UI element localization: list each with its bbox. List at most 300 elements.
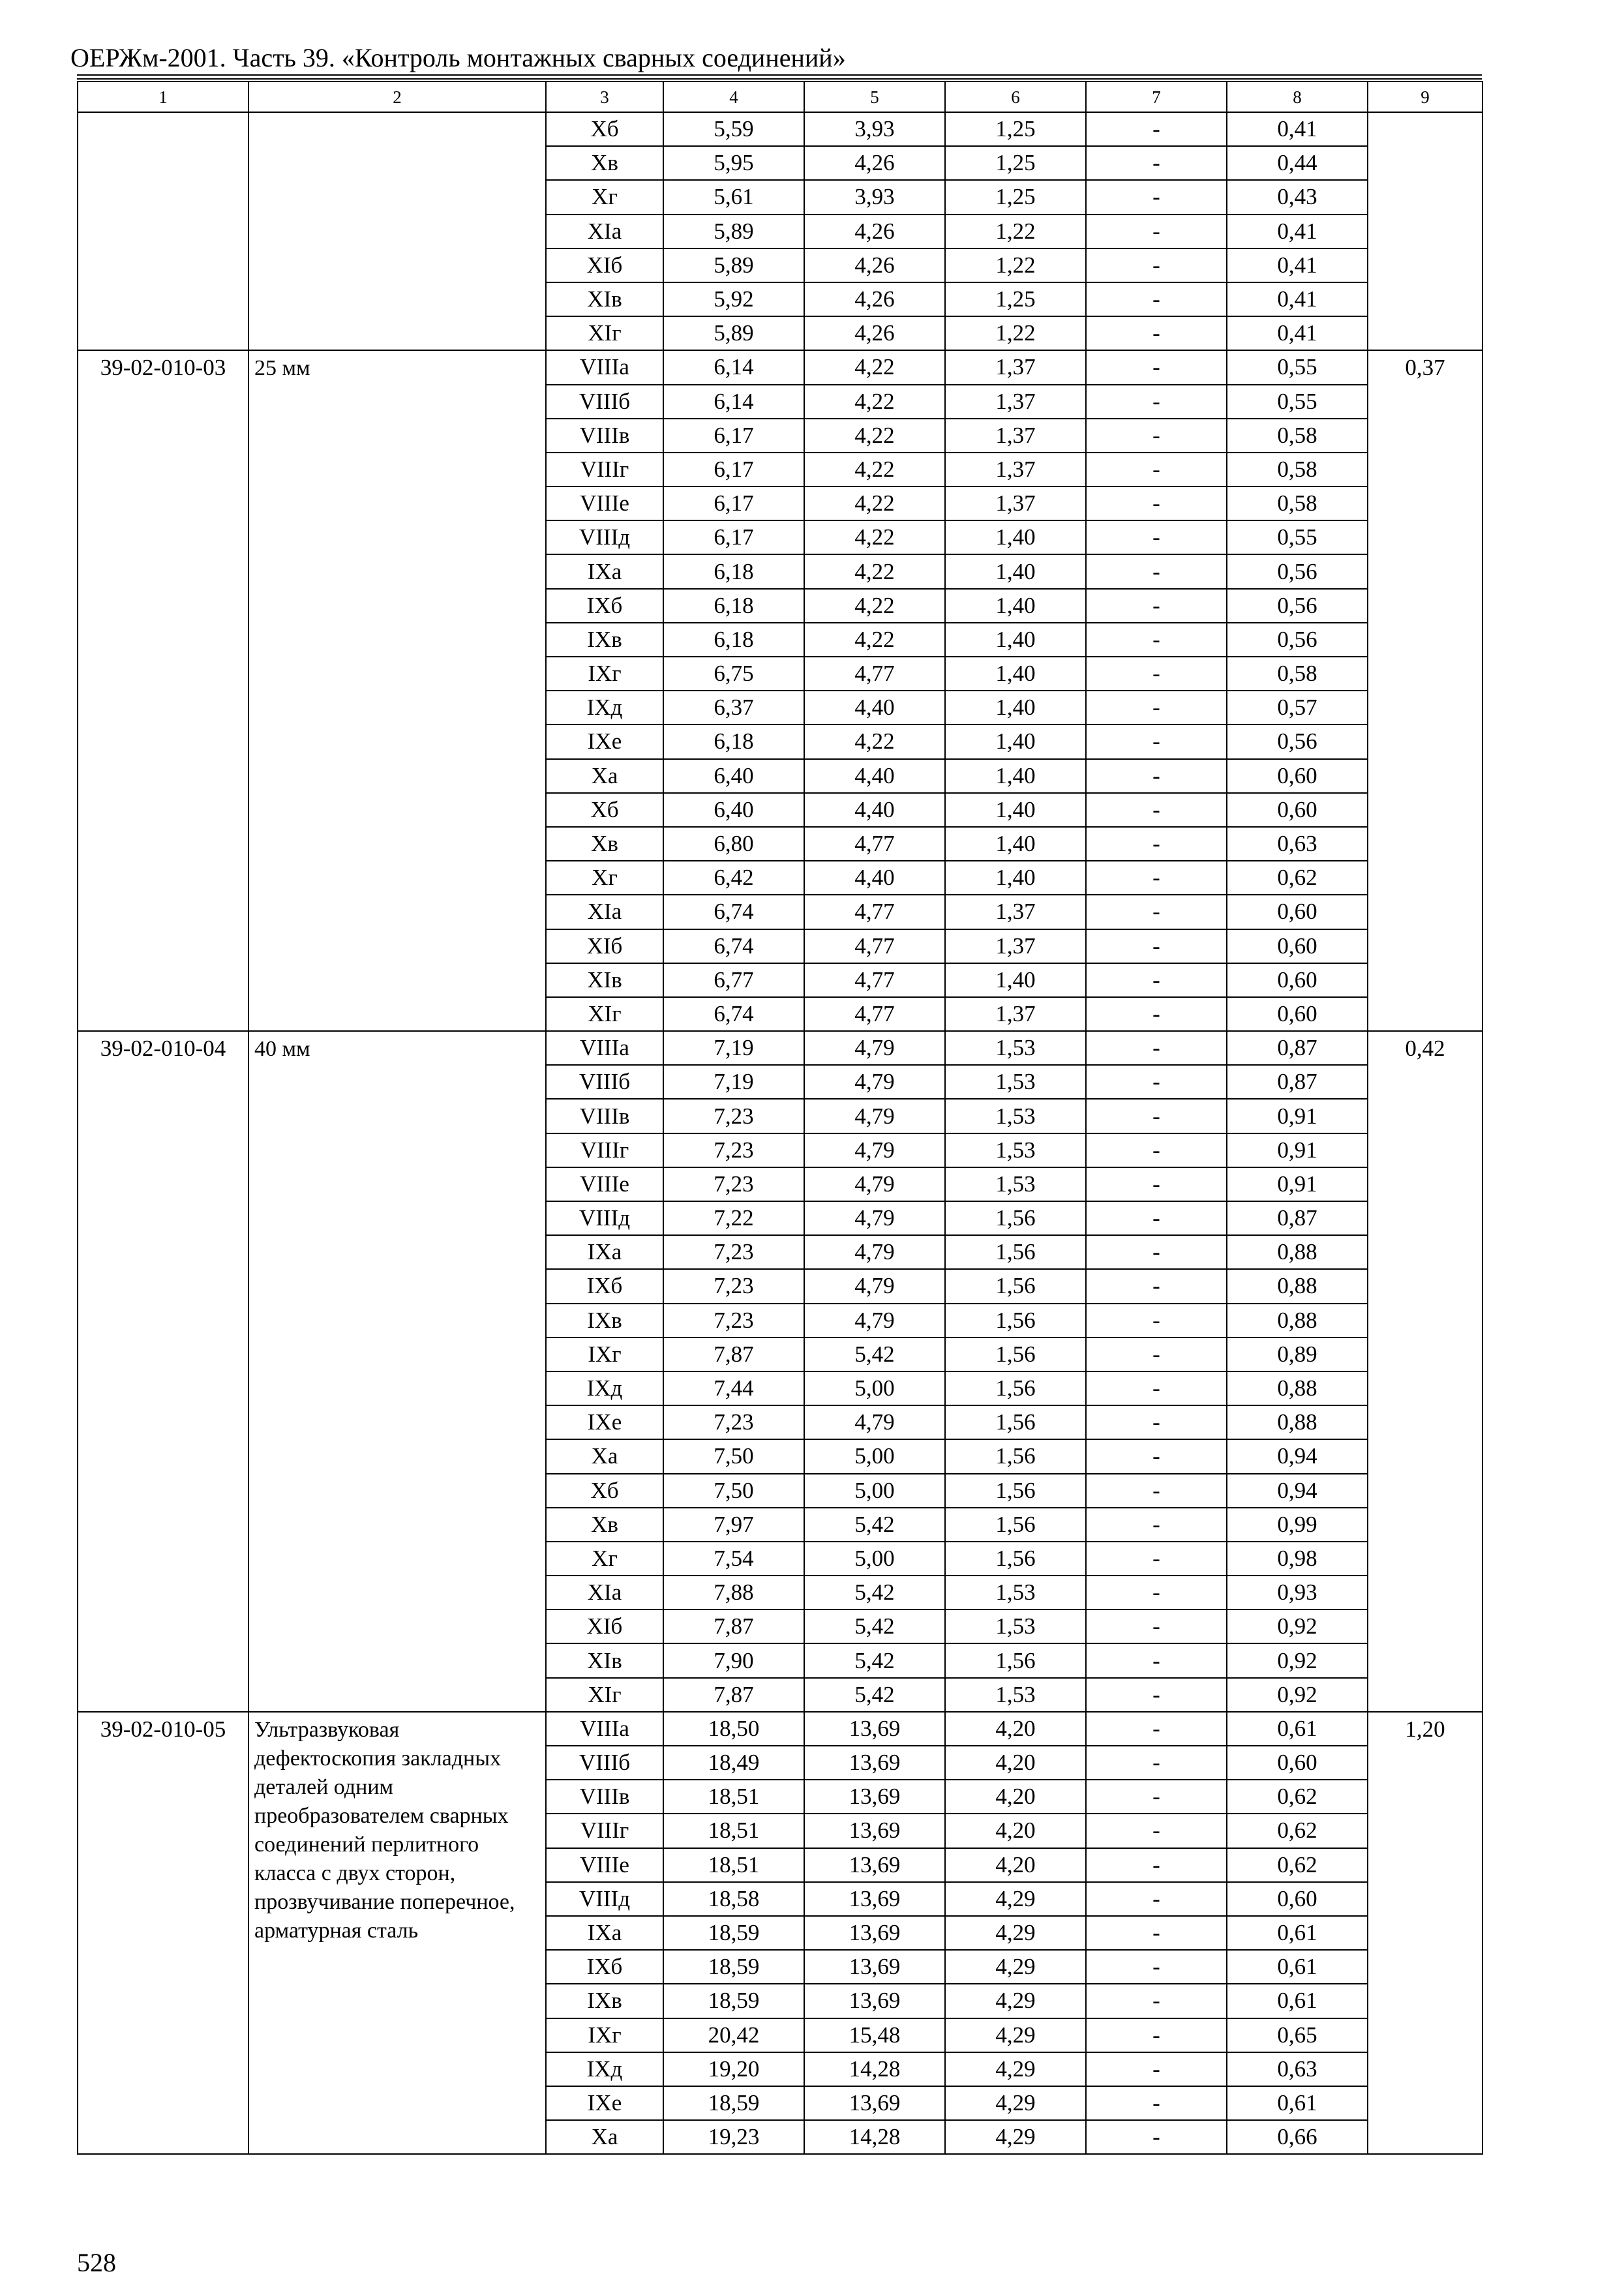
- value-col8: 0,94: [1227, 1439, 1368, 1473]
- value-col6: 1,25: [945, 146, 1086, 180]
- table-row: [78, 1712, 1482, 1746]
- value-col6: 1,53: [945, 1065, 1086, 1099]
- value-col4: 6,74: [663, 929, 804, 963]
- value-col5: 15,48: [804, 2018, 945, 2052]
- value-col7: -: [1086, 2018, 1227, 2052]
- value-col4: 7,22: [663, 1201, 804, 1235]
- value-col8: 0,94: [1227, 1474, 1368, 1508]
- value-col4: 5,89: [663, 248, 804, 282]
- value-col7: -: [1086, 1371, 1227, 1405]
- column-9-value: 1,20: [1368, 1712, 1482, 2154]
- value-col4: 7,23: [663, 1099, 804, 1133]
- value-col8: 0,56: [1227, 623, 1368, 657]
- value-col8: 0,58: [1227, 657, 1368, 691]
- value-col7: -: [1086, 1643, 1227, 1677]
- group-cell: XIг: [546, 316, 663, 350]
- value-col8: 0,98: [1227, 1542, 1368, 1576]
- value-col5: 4,79: [804, 1235, 945, 1269]
- value-col8: 0,88: [1227, 1371, 1368, 1405]
- rate-code: 39-02-010-04: [78, 1031, 248, 1712]
- value-col4: 7,23: [663, 1167, 804, 1201]
- value-col8: 0,62: [1227, 1848, 1368, 1882]
- group-cell: IXб: [546, 1269, 663, 1303]
- group-cell: IXг: [546, 2018, 663, 2052]
- value-col4: 18,51: [663, 1848, 804, 1882]
- group-cell: Xг: [546, 180, 663, 214]
- value-col8: 0,58: [1227, 453, 1368, 486]
- group-cell: XIг: [546, 1678, 663, 1712]
- value-col8: 0,62: [1227, 861, 1368, 895]
- value-col8: 0,93: [1227, 1576, 1368, 1609]
- value-col8: 0,60: [1227, 895, 1368, 929]
- value-col6: 1,22: [945, 248, 1086, 282]
- value-col8: 0,60: [1227, 929, 1368, 963]
- value-col6: 1,53: [945, 1678, 1086, 1712]
- column-number-row: [78, 82, 1482, 112]
- value-col6: 1,37: [945, 385, 1086, 419]
- value-col6: 1,40: [945, 589, 1086, 623]
- value-col7: -: [1086, 453, 1227, 486]
- value-col4: 7,54: [663, 1542, 804, 1576]
- value-col8: 0,88: [1227, 1269, 1368, 1303]
- value-col7: -: [1086, 486, 1227, 520]
- group-cell: XIа: [546, 1576, 663, 1609]
- group-cell: XIв: [546, 963, 663, 997]
- value-col8: 0,88: [1227, 1405, 1368, 1439]
- value-col6: 1,40: [945, 657, 1086, 691]
- value-col5: 5,00: [804, 1542, 945, 1576]
- table-body: [78, 82, 1482, 2154]
- value-col4: 7,23: [663, 1235, 804, 1269]
- work-description: 25 мм: [248, 350, 546, 1031]
- group-cell: Xв: [546, 1508, 663, 1542]
- value-col4: 6,74: [663, 895, 804, 929]
- value-col8: 0,91: [1227, 1099, 1368, 1133]
- value-col5: 4,26: [804, 282, 945, 316]
- value-col5: 13,69: [804, 1916, 945, 1950]
- value-col4: 7,87: [663, 1338, 804, 1371]
- value-col6: 1,56: [945, 1338, 1086, 1371]
- value-col8: 0,92: [1227, 1609, 1368, 1643]
- value-col6: 1,56: [945, 1201, 1086, 1235]
- value-col8: 0,91: [1227, 1133, 1368, 1167]
- value-col7: -: [1086, 180, 1227, 214]
- value-col6: 1,56: [945, 1643, 1086, 1677]
- value-col5: 13,69: [804, 1984, 945, 2018]
- value-col7: -: [1086, 657, 1227, 691]
- value-col5: 4,79: [804, 1405, 945, 1439]
- column-number: 3: [546, 82, 663, 112]
- group-cell: IXб: [546, 589, 663, 623]
- value-col5: 5,42: [804, 1576, 945, 1609]
- value-col6: 1,53: [945, 1576, 1086, 1609]
- value-col7: -: [1086, 1201, 1227, 1235]
- value-col8: 0,41: [1227, 282, 1368, 316]
- value-col4: 7,50: [663, 1439, 804, 1473]
- value-col7: -: [1086, 385, 1227, 419]
- value-col5: 4,22: [804, 623, 945, 657]
- group-cell: IXе: [546, 725, 663, 758]
- value-col6: 1,40: [945, 827, 1086, 861]
- header-rule-second: [77, 78, 1482, 80]
- value-col5: 3,93: [804, 112, 945, 146]
- value-col6: 1,40: [945, 725, 1086, 758]
- value-col4: 7,19: [663, 1031, 804, 1065]
- value-col6: 4,29: [945, 2052, 1086, 2086]
- value-col4: 18,51: [663, 1780, 804, 1814]
- value-col4: 6,17: [663, 486, 804, 520]
- group-cell: IXг: [546, 1338, 663, 1371]
- value-col6: 1,37: [945, 453, 1086, 486]
- value-col4: 6,77: [663, 963, 804, 997]
- column-number: 5: [804, 82, 945, 112]
- value-col7: -: [1086, 1508, 1227, 1542]
- value-col6: 1,40: [945, 759, 1086, 793]
- group-cell: IXе: [546, 2086, 663, 2120]
- page-number: 528: [77, 2248, 116, 2277]
- value-col7: -: [1086, 2120, 1227, 2154]
- value-col6: 4,29: [945, 1882, 1086, 1916]
- column-9-value: [1368, 112, 1482, 350]
- value-col7: -: [1086, 1133, 1227, 1167]
- group-cell: IXд: [546, 1371, 663, 1405]
- value-col4: 6,40: [663, 793, 804, 827]
- value-col7: -: [1086, 1474, 1227, 1508]
- value-col6: 4,29: [945, 1984, 1086, 2018]
- value-col6: 1,56: [945, 1542, 1086, 1576]
- value-col6: 1,56: [945, 1508, 1086, 1542]
- value-col6: 1,53: [945, 1133, 1086, 1167]
- table-row: [78, 112, 1482, 146]
- value-col8: 0,56: [1227, 725, 1368, 758]
- group-cell: VIIIб: [546, 385, 663, 419]
- group-cell: XIг: [546, 997, 663, 1031]
- value-col4: 18,59: [663, 1984, 804, 2018]
- value-col7: -: [1086, 1950, 1227, 1984]
- value-col7: -: [1086, 1780, 1227, 1814]
- group-cell: VIIIг: [546, 453, 663, 486]
- value-col5: 4,79: [804, 1099, 945, 1133]
- value-col7: -: [1086, 1405, 1227, 1439]
- group-cell: VIIIв: [546, 1780, 663, 1814]
- value-col8: 0,61: [1227, 1984, 1368, 2018]
- group-cell: VIIIа: [546, 1712, 663, 1746]
- group-cell: VIIIд: [546, 1882, 663, 1916]
- value-col7: -: [1086, 554, 1227, 588]
- value-col8: 0,61: [1227, 1712, 1368, 1746]
- group-cell: IXв: [546, 1984, 663, 2018]
- value-col7: -: [1086, 691, 1227, 725]
- value-col4: 19,23: [663, 2120, 804, 2154]
- value-col7: -: [1086, 1167, 1227, 1201]
- column-number: 8: [1227, 82, 1368, 112]
- value-col4: 6,18: [663, 589, 804, 623]
- value-col7: -: [1086, 1304, 1227, 1338]
- value-col6: 1,56: [945, 1371, 1086, 1405]
- value-col4: 6,17: [663, 453, 804, 486]
- value-col7: -: [1086, 1814, 1227, 1848]
- value-col7: -: [1086, 1269, 1227, 1303]
- value-col5: 4,22: [804, 589, 945, 623]
- group-cell: VIIIв: [546, 1099, 663, 1133]
- value-col5: 4,77: [804, 895, 945, 929]
- value-col6: 1,37: [945, 997, 1086, 1031]
- value-col8: 0,60: [1227, 793, 1368, 827]
- value-col8: 0,87: [1227, 1065, 1368, 1099]
- value-col6: 4,20: [945, 1712, 1086, 1746]
- value-col7: -: [1086, 861, 1227, 895]
- value-col5: 13,69: [804, 1814, 945, 1848]
- value-col8: 0,41: [1227, 215, 1368, 248]
- value-col8: 0,62: [1227, 1780, 1368, 1814]
- group-cell: VIIIв: [546, 419, 663, 453]
- value-col7: -: [1086, 282, 1227, 316]
- value-col7: -: [1086, 1065, 1227, 1099]
- value-col6: 4,20: [945, 1848, 1086, 1882]
- value-col4: 6,18: [663, 623, 804, 657]
- value-col5: 4,26: [804, 215, 945, 248]
- value-col7: -: [1086, 2052, 1227, 2086]
- group-cell: VIIIе: [546, 486, 663, 520]
- value-col4: 18,59: [663, 1950, 804, 1984]
- value-col5: 13,69: [804, 1712, 945, 1746]
- value-col7: -: [1086, 895, 1227, 929]
- group-cell: VIIIе: [546, 1167, 663, 1201]
- value-col6: 1,56: [945, 1235, 1086, 1269]
- value-col7: -: [1086, 146, 1227, 180]
- value-col4: 5,95: [663, 146, 804, 180]
- value-col5: 5,42: [804, 1678, 945, 1712]
- value-col4: 7,19: [663, 1065, 804, 1099]
- value-col5: 13,69: [804, 1746, 945, 1780]
- value-col4: 20,42: [663, 2018, 804, 2052]
- value-col5: 5,42: [804, 1508, 945, 1542]
- value-col4: 6,17: [663, 419, 804, 453]
- group-cell: XIб: [546, 248, 663, 282]
- value-col7: -: [1086, 1542, 1227, 1576]
- value-col4: 7,88: [663, 1576, 804, 1609]
- group-cell: IXд: [546, 2052, 663, 2086]
- value-col4: 7,87: [663, 1678, 804, 1712]
- value-col8: 0,44: [1227, 146, 1368, 180]
- value-col8: 0,92: [1227, 1643, 1368, 1677]
- value-col8: 0,61: [1227, 2086, 1368, 2120]
- group-cell: IXа: [546, 1916, 663, 1950]
- value-col7: -: [1086, 316, 1227, 350]
- group-cell: Xа: [546, 1439, 663, 1473]
- column-number: 7: [1086, 82, 1227, 112]
- value-col7: -: [1086, 1678, 1227, 1712]
- group-cell: IXв: [546, 1304, 663, 1338]
- group-cell: VIIIб: [546, 1065, 663, 1099]
- value-col6: 1,22: [945, 215, 1086, 248]
- value-col8: 0,65: [1227, 2018, 1368, 2052]
- value-col6: 1,25: [945, 112, 1086, 146]
- value-col7: -: [1086, 520, 1227, 554]
- group-cell: VIIIг: [546, 1814, 663, 1848]
- group-cell: Xа: [546, 759, 663, 793]
- value-col6: 1,53: [945, 1609, 1086, 1643]
- value-col4: 6,18: [663, 554, 804, 588]
- group-cell: XIв: [546, 282, 663, 316]
- group-cell: VIIIг: [546, 1133, 663, 1167]
- group-cell: IXд: [546, 691, 663, 725]
- group-cell: VIIIа: [546, 1031, 663, 1065]
- value-col5: 14,28: [804, 2052, 945, 2086]
- value-col5: 4,26: [804, 316, 945, 350]
- value-col4: 5,92: [663, 282, 804, 316]
- value-col4: 5,59: [663, 112, 804, 146]
- value-col5: 4,22: [804, 520, 945, 554]
- value-col8: 0,60: [1227, 997, 1368, 1031]
- value-col7: -: [1086, 1746, 1227, 1780]
- value-col4: 7,44: [663, 1371, 804, 1405]
- group-cell: IXа: [546, 554, 663, 588]
- value-col7: -: [1086, 1235, 1227, 1269]
- value-col5: 4,79: [804, 1269, 945, 1303]
- group-cell: Xб: [546, 1474, 663, 1508]
- value-col4: 6,80: [663, 827, 804, 861]
- value-col4: 7,23: [663, 1133, 804, 1167]
- value-col5: 4,40: [804, 759, 945, 793]
- value-col5: 5,00: [804, 1474, 945, 1508]
- value-col4: 18,50: [663, 1712, 804, 1746]
- group-cell: XIб: [546, 929, 663, 963]
- group-cell: VIIIд: [546, 520, 663, 554]
- group-cell: IXа: [546, 1235, 663, 1269]
- value-col5: 13,69: [804, 2086, 945, 2120]
- value-col5: 4,22: [804, 486, 945, 520]
- value-col8: 0,91: [1227, 1167, 1368, 1201]
- value-col4: 7,97: [663, 1508, 804, 1542]
- value-col4: 6,14: [663, 385, 804, 419]
- value-col6: 4,20: [945, 1746, 1086, 1780]
- value-col6: 1,37: [945, 929, 1086, 963]
- value-col8: 0,41: [1227, 112, 1368, 146]
- group-cell: VIIIб: [546, 1746, 663, 1780]
- value-col4: 7,87: [663, 1609, 804, 1643]
- column-number: 2: [248, 82, 546, 112]
- value-col7: -: [1086, 1439, 1227, 1473]
- value-col8: 0,66: [1227, 2120, 1368, 2154]
- value-col5: 5,00: [804, 1371, 945, 1405]
- value-col5: 4,40: [804, 793, 945, 827]
- value-col5: 4,22: [804, 419, 945, 453]
- group-cell: IXб: [546, 1950, 663, 1984]
- group-cell: Xа: [546, 2120, 663, 2154]
- value-col6: 1,40: [945, 691, 1086, 725]
- value-col6: 1,40: [945, 520, 1086, 554]
- value-col6: 1,56: [945, 1269, 1086, 1303]
- value-col5: 4,79: [804, 1201, 945, 1235]
- value-col4: 18,59: [663, 2086, 804, 2120]
- value-col8: 0,60: [1227, 1882, 1368, 1916]
- value-col7: -: [1086, 1576, 1227, 1609]
- value-col7: -: [1086, 623, 1227, 657]
- value-col5: 13,69: [804, 1950, 945, 1984]
- value-col5: 5,42: [804, 1609, 945, 1643]
- value-col5: 5,42: [804, 1338, 945, 1371]
- value-col4: 18,51: [663, 1814, 804, 1848]
- value-col8: 0,56: [1227, 554, 1368, 588]
- value-col6: 4,29: [945, 2018, 1086, 2052]
- value-col4: 6,17: [663, 520, 804, 554]
- value-col8: 0,63: [1227, 827, 1368, 861]
- value-col5: 4,77: [804, 997, 945, 1031]
- value-col7: -: [1086, 759, 1227, 793]
- value-col4: 6,75: [663, 657, 804, 691]
- value-col6: 1,53: [945, 1099, 1086, 1133]
- value-col5: 5,42: [804, 1643, 945, 1677]
- value-col6: 1,53: [945, 1167, 1086, 1201]
- value-col5: 4,22: [804, 453, 945, 486]
- value-col8: 0,61: [1227, 1950, 1368, 1984]
- value-col6: 1,25: [945, 282, 1086, 316]
- value-col8: 0,61: [1227, 1916, 1368, 1950]
- table-row: [78, 1031, 1482, 1065]
- value-col6: 1,40: [945, 554, 1086, 588]
- value-col8: 0,41: [1227, 316, 1368, 350]
- value-col5: 4,77: [804, 963, 945, 997]
- value-col4: 6,18: [663, 725, 804, 758]
- value-col6: 1,56: [945, 1439, 1086, 1473]
- value-col8: 0,87: [1227, 1031, 1368, 1065]
- column-number: 4: [663, 82, 804, 112]
- value-col6: 1,56: [945, 1405, 1086, 1439]
- group-cell: XIа: [546, 215, 663, 248]
- value-col5: 13,69: [804, 1848, 945, 1882]
- value-col5: 4,79: [804, 1133, 945, 1167]
- header-rule: [77, 74, 1482, 76]
- value-col5: 4,79: [804, 1304, 945, 1338]
- value-col7: -: [1086, 963, 1227, 997]
- value-col5: 4,77: [804, 827, 945, 861]
- value-col4: 6,37: [663, 691, 804, 725]
- value-col4: 7,23: [663, 1304, 804, 1338]
- value-col5: 4,40: [804, 861, 945, 895]
- value-col7: -: [1086, 248, 1227, 282]
- group-cell: Xв: [546, 146, 663, 180]
- value-col7: -: [1086, 112, 1227, 146]
- value-col7: -: [1086, 725, 1227, 758]
- group-cell: Xб: [546, 793, 663, 827]
- value-col4: 7,50: [663, 1474, 804, 1508]
- value-col8: 0,58: [1227, 419, 1368, 453]
- value-col7: -: [1086, 793, 1227, 827]
- value-col6: 1,22: [945, 316, 1086, 350]
- value-col6: 1,37: [945, 895, 1086, 929]
- value-col6: 1,40: [945, 623, 1086, 657]
- group-cell: IXе: [546, 1405, 663, 1439]
- value-col6: 1,40: [945, 861, 1086, 895]
- value-col8: 0,41: [1227, 248, 1368, 282]
- value-col7: -: [1086, 1338, 1227, 1371]
- value-col7: -: [1086, 2086, 1227, 2120]
- value-col6: 1,40: [945, 963, 1086, 997]
- value-col6: 1,37: [945, 486, 1086, 520]
- rate-code: 39-02-010-05: [78, 1712, 248, 2154]
- value-col7: -: [1086, 827, 1227, 861]
- value-col5: 4,79: [804, 1065, 945, 1099]
- group-cell: IXв: [546, 623, 663, 657]
- value-col4: 7,90: [663, 1643, 804, 1677]
- value-col5: 4,26: [804, 146, 945, 180]
- value-col8: 0,56: [1227, 589, 1368, 623]
- value-col4: 5,89: [663, 215, 804, 248]
- value-col5: 13,69: [804, 1780, 945, 1814]
- value-col5: 4,77: [804, 929, 945, 963]
- work-description: 40 мм: [248, 1031, 546, 1712]
